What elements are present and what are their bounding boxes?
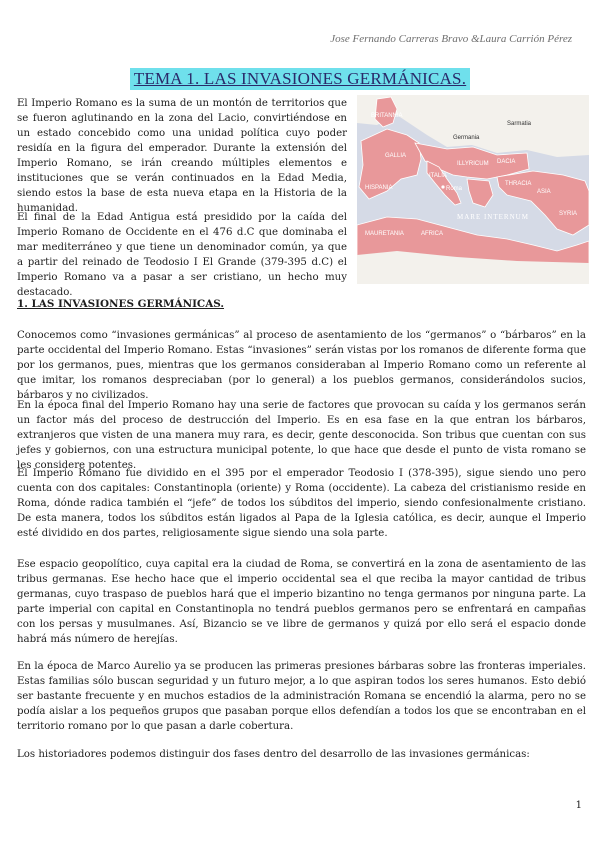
body-paragraph: Ese espacio geopolítico, cuya capital era la ciudad de Roma, se convertirá en la zona de asentamiento de las tribus germanas. Ese hecho hace que el imperio occidental sea el que reciba la mayor cantidad de tribus germanas, cuyo traspaso de pueblos hará que el imperio bizantino no tenga germanos por ninguna parte. La parte imperial con capital en Constantinopla no tendrá pueblos germanos pero se enfrentará en campañas con los persas y musulmanes. Así, Bizancio se ve libre de germanos y quizá por ello será el espacio donde habrá más número de herejías. xyxy=(17,559,586,645)
map-svg xyxy=(357,95,589,284)
body-paragraph: Los historiadores podemos distinguir dos fases dentro del desarrollo de las invasiones germánicas: xyxy=(17,749,530,760)
map-label-gallia: GALLIA xyxy=(385,153,407,159)
map-label-syria: SYRIA xyxy=(559,211,578,217)
map-label-roma: Roma xyxy=(446,186,463,192)
map-label-italia: ITALIA xyxy=(429,173,447,179)
title-container xyxy=(0,68,600,90)
map-label-sarmatia: Sarmatia xyxy=(507,121,532,127)
page-number: 1 xyxy=(575,800,582,811)
map-label-mauretania: MAURETANIA xyxy=(365,231,404,237)
map-label-britannia: BRITANNIA xyxy=(371,113,403,119)
map-roma-marker xyxy=(441,185,444,188)
map-label-thracia: THRACIA xyxy=(505,181,532,187)
map-label-germania: Germania xyxy=(453,135,480,141)
map-label-africa: AFRICA xyxy=(421,231,444,237)
body-paragraph: En la época final del Imperio Romano hay una serie de factores que provocan su caída y los germanos serán un factor más del proceso de destrucción del Imperio. Es en esa fase en la que entran los bárbaros, extranjeros que visten de una manera muy rara, es decir, gente desconocida. Son tribus que cuentan con sus jefes y gobiernos, con una estructura municipal potente, lo que hace que desde el punto de vista romano se les considere potentes. xyxy=(17,400,586,471)
map-label-illyricum: ILLYRICUM xyxy=(457,161,489,167)
intro-paragraph-2: El final de la Edad Antigua está presidido por la caída del Imperio Romano de Occidente en el 476 d.C que dominaba el mar mediterráneo y que tiene un denominador común, ya que a partir del reinado de Teodosio I El Grande (379-395 d.C) el Imperio Romano va a pasar a ser cristiano, un hecho muy destacado. xyxy=(17,212,347,298)
map-label-dacia: DACIA xyxy=(497,159,516,165)
map-label-sea: MARE INTERNUM xyxy=(457,213,529,221)
page-title: TEMA 1. LAS INVASIONES GERMÁNICAS. xyxy=(130,68,470,90)
map-label-asia: ASIA xyxy=(537,189,551,195)
intro-paragraph-1: El Imperio Romano es la suma de un montón de territorios que se fueron aglutinando en la zona del Lacio, convirtiéndose en un estado concebido como una unidad política cuyo poder residía en la figura del emperador. Durante la extensión del Imperio Romano, se irán creando múltiples elementos e instituciones que se verán continuados en la Edad Media, siendo estos la base de esta nueva etapa en la Historia de la humanidad. xyxy=(17,98,347,214)
section-heading: 1. LAS INVASIONES GERMÁNICAS. xyxy=(17,298,225,310)
body-paragraph: Conocemos como “invasiones germánicas” al proceso de asentamiento de los “germanos” o “bárbaros” en la parte occidental del Imperio Romano. Estas “invasiones” serán vistas por los romanos de diferente forma que por los germanos, pues, mientras que los germanos consideraban al Imperio Romano como un referente al que imitar, los romanos despreciaban (por lo general) a los pueblos germanos, considerándolos sucios, bárbaros y no civilizados. xyxy=(17,330,586,401)
header-authors: Jose Fernando Carreras Bravo &Laura Carrión Pérez xyxy=(330,33,572,45)
map-label-hispania: HISPANIA xyxy=(365,185,393,191)
roman-empire-map xyxy=(357,95,589,284)
body-paragraph: El Imperio Romano fue dividido en el 395 por el emperador Teodosio I (378-395), sigue siendo uno pero cuenta con dos capitales: Constantinopla (oriente) y Roma (occidente). La cabeza del cristianismo reside en Roma, dónde radica también el “jefe” de todos los súbditos del imperio, siendo confesionalmente cristiano. De esta manera, todos los súbditos están ligados al Papa de la Iglesia católica, es decir, aunque el Imperio esté dividido en dos partes, religiosamente sigue siendo una sola parte. xyxy=(17,468,586,539)
body-paragraph: En la época de Marco Aurelio ya se producen las primeras presiones bárbaras sobre las fronteras imperiales. Estas familias sólo buscan seguridad y un futuro mejor, a lo que aspiran todos los seres humanos. Esto debió ser bastante frecuente y en muchos estadios de la administración Romana se encendió la alarma, pero no se podía aislar a los pequeños grupos que pasaban porque ellos defendían a todos los que se encontraban en el territorio romano por lo que pasan a darle cobertura. xyxy=(17,661,586,732)
